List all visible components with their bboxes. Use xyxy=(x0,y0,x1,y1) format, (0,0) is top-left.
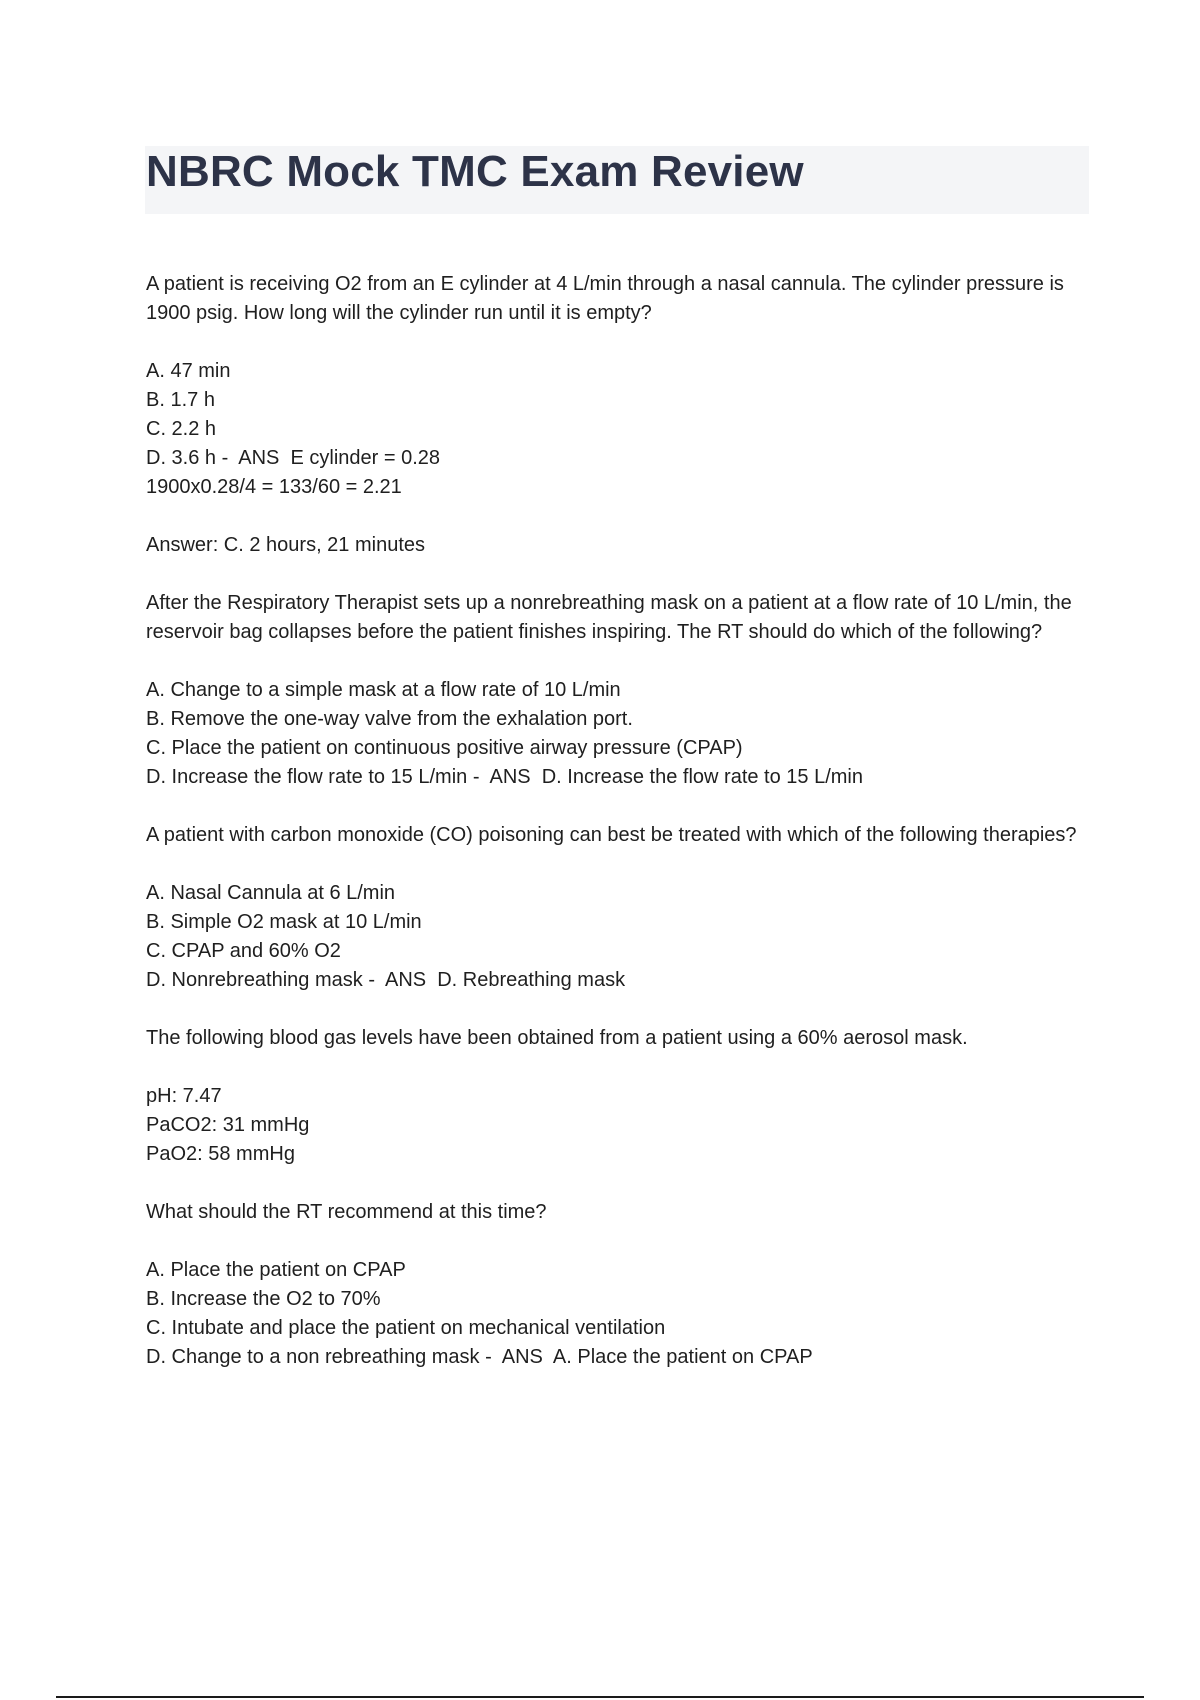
question-3-option-c: C. CPAP and 60% O2 xyxy=(146,940,341,962)
question-2-option-b: B. Remove the one-way valve from the exhalation port. xyxy=(146,708,633,730)
question-2-stem: After the Respiratory Therapist sets up a nonrebreathing mask on a patient at a flow rate of 10 L/min, the reservoir bag collapses before the patient finishes inspiring. The RT should do which of the following? xyxy=(146,592,1072,643)
question-1-calculation: 1900x0.28/4 = 133/60 = 2.21 xyxy=(146,476,402,498)
question-1-option-d: D. 3.6 h - ANS E cylinder = 0.28 xyxy=(146,447,441,469)
question-4-stem: The following blood gas levels have been obtained from a patient using a 60% aerosol mask. xyxy=(146,1027,968,1049)
question-1-answer: Answer: C. 2 hours, 21 minutes xyxy=(146,534,426,556)
question-3-option-b: B. Simple O2 mask at 10 L/min xyxy=(146,911,422,933)
blood-gas-paco2: PaCO2: 31 mmHg xyxy=(146,1114,310,1136)
question-1-option-b: B. 1.7 h xyxy=(146,389,215,411)
question-4-option-c: C. Intubate and place the patient on mechanical ventilation xyxy=(146,1317,666,1339)
page-title: NBRC Mock TMC Exam Review xyxy=(146,147,804,196)
question-1-option-a: A. 47 min xyxy=(146,360,231,382)
question-4-values xyxy=(146,1082,1086,1169)
question-1-options xyxy=(146,357,1086,502)
question-1-option-c: C. 2.2 h xyxy=(146,418,217,440)
question-4-option-b: B. Increase the O2 to 70% xyxy=(146,1288,381,1310)
question-3-option-a: A. Nasal Cannula at 6 L/min xyxy=(146,882,396,904)
document-body xyxy=(146,270,1086,1401)
question-4-options xyxy=(146,1256,1086,1372)
footer-divider xyxy=(56,1696,1144,1698)
question-2-options xyxy=(146,676,1086,792)
question-3-options xyxy=(146,879,1086,995)
question-3-stem: A patient with carbon monoxide (CO) poisoning can best be treated with which of the following therapies? xyxy=(146,824,1077,846)
question-4-option-a: A. Place the patient on CPAP xyxy=(146,1259,406,1281)
question-2-option-c: C. Place the patient on continuous positive airway pressure (CPAP) xyxy=(146,737,743,759)
question-1-stem: A patient is receiving O2 from an E cylinder at 4 L/min through a nasal cannula. The cylinder pressure is 1900 psig. How long will the cylinder run until it is empty? xyxy=(146,273,1064,324)
question-2-option-a: A. Change to a simple mask at a flow rate of 10 L/min xyxy=(146,679,621,701)
question-2-option-d: D. Increase the flow rate to 15 L/min - ANS D. Increase the flow rate to 15 L/min xyxy=(146,766,864,788)
question-4-prompt: What should the RT recommend at this time? xyxy=(146,1201,547,1223)
blood-gas-ph: pH: 7.47 xyxy=(146,1085,222,1107)
question-4-option-d: D. Change to a non rebreathing mask - ANS A. Place the patient on CPAP xyxy=(146,1346,813,1368)
question-3-option-d: D. Nonrebreathing mask - ANS D. Rebreathing mask xyxy=(146,969,626,991)
blood-gas-pao2: PaO2: 58 mmHg xyxy=(146,1143,295,1165)
